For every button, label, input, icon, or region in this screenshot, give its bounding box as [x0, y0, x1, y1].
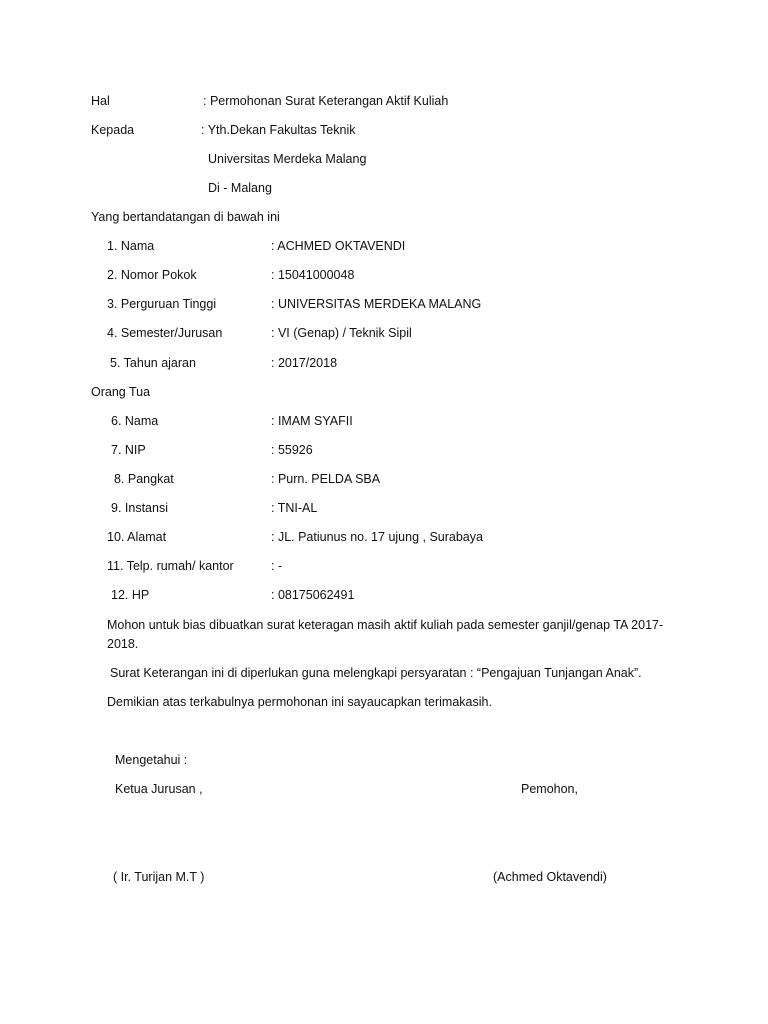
intro-text: Yang bertandatangan di bawah ini [91, 210, 280, 224]
parent-label: 9. Instansi [111, 501, 168, 515]
parent-label: 7. NIP [111, 443, 146, 457]
parent-value: : Purn. PELDA SBA [271, 472, 381, 486]
student-label: 2. Nomor Pokok [107, 268, 197, 282]
student-value: : VI (Genap) / Teknik Sipil [271, 326, 412, 340]
kepada-value: : Yth.Dekan Fakultas Teknik [201, 123, 356, 137]
student-value: : 15041000048 [271, 268, 355, 282]
closing-paragraph: Demikian atas terkabulnya permohonan ini sayaucapkan terimakasih. [107, 695, 492, 709]
ketua-jurusan-label: Ketua Jurusan , [115, 782, 203, 796]
kepada-line-2: Universitas Merdeka Malang [208, 152, 367, 166]
student-label: 1. Nama [107, 239, 155, 253]
kepada-label: Kepada [91, 123, 135, 137]
parent-label: 8. Pangkat [114, 472, 174, 486]
student-label: 4. Semester/Jurusan [107, 326, 223, 340]
parent-heading: Orang Tua [91, 385, 151, 399]
parent-label: 12. HP [111, 588, 150, 602]
student-value: : ACHMED OKTAVENDI [271, 239, 406, 253]
hal-label: Hal [91, 94, 110, 108]
parent-value: : TNI-AL [271, 501, 318, 515]
mengetahui-label: Mengetahui : [115, 753, 188, 767]
pemohon-label: Pemohon, [521, 782, 578, 796]
parent-value: : - [271, 559, 283, 573]
parent-label: 11. Telp. rumah/ kantor [107, 559, 234, 573]
parent-value: : IMAM SYAFII [271, 414, 353, 428]
ketua-jurusan-name: ( Ir. Turijan M.T ) [113, 870, 205, 884]
parent-value: : 08175062491 [271, 588, 355, 602]
pemohon-name: (Achmed Oktavendi) [493, 870, 607, 884]
parent-label: 6. Nama [111, 414, 159, 428]
student-value: : UNIVERSITAS MERDEKA MALANG [271, 297, 482, 311]
student-label: 3. Perguruan Tinggi [107, 297, 217, 311]
request-paragraph: Mohon untuk bias dibuatkan surat keteragan masih aktif kuliah pada semester ganjil/genap TA 2017-2018. [107, 618, 664, 651]
kepada-line-3: Di - Malang [208, 181, 272, 195]
student-label: 5. Tahun ajaran [110, 356, 196, 370]
parent-label: 10. Alamat [107, 530, 167, 544]
purpose-paragraph: Surat Keterangan ini di diperlukan guna melengkapi persyaratan : “Pengajuan Tunjangan Anak”. [110, 666, 642, 680]
hal-value: : Permohonan Surat Keterangan Aktif Kuliah [203, 94, 449, 108]
parent-value: : 55926 [271, 443, 313, 457]
parent-value: : JL. Patiunus no. 17 ujung , Surabaya [271, 530, 483, 544]
student-value: : 2017/2018 [271, 356, 338, 370]
